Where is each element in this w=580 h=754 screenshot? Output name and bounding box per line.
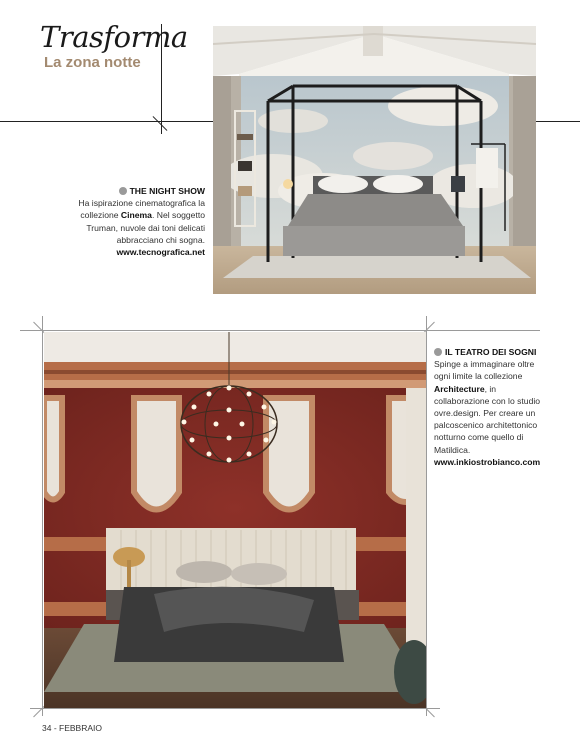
- lower-rule-right: [426, 316, 427, 716]
- bullet-dot: [119, 187, 127, 195]
- caption-night-show: [60, 185, 205, 258]
- photo-teatro-dei-sogni: [44, 332, 426, 708]
- top-rule-left: [0, 121, 213, 122]
- caption-teatro-dei-sogni: [434, 346, 552, 468]
- title-cross-mark: [153, 116, 168, 131]
- section-heading: THE NIGHT SHOW: [129, 186, 205, 196]
- lower-rule-top: [20, 330, 540, 331]
- section-heading: IL TEATRO DEI SOGNI: [445, 347, 537, 357]
- page-subtitle: La zona notte: [44, 54, 141, 71]
- caption-text: Spinge a immaginare oltre ogni limite la collezione: [434, 359, 535, 382]
- website-link[interactable]: www.tecnografica.net: [116, 247, 205, 258]
- top-rule-right: [536, 121, 580, 122]
- caption-text: Ha ispirazione cinematografica la collezione: [78, 198, 205, 221]
- bullet-dot: [434, 348, 442, 356]
- lower-rule-left: [42, 316, 43, 716]
- caption-text: . Nel soggetto Truman, nuvole dai toni delicati abbracciano chi sogna.: [86, 210, 205, 245]
- page-title-script: Trasforma: [40, 20, 188, 54]
- photo-night-show: [213, 26, 536, 294]
- caption-text: , in collaborazione con lo studio ovre.design. Per creare un palcoscenico architettonico notturno come quello di Matildica.: [434, 383, 541, 455]
- collection-name: Architecture: [434, 383, 485, 394]
- lower-rule-bottom: [30, 708, 440, 709]
- page-footer: 34 - FEBBRAIO: [42, 723, 102, 733]
- collection-name: Cinema: [120, 210, 152, 221]
- website-link[interactable]: www.inkiostrobianco.com: [434, 456, 541, 467]
